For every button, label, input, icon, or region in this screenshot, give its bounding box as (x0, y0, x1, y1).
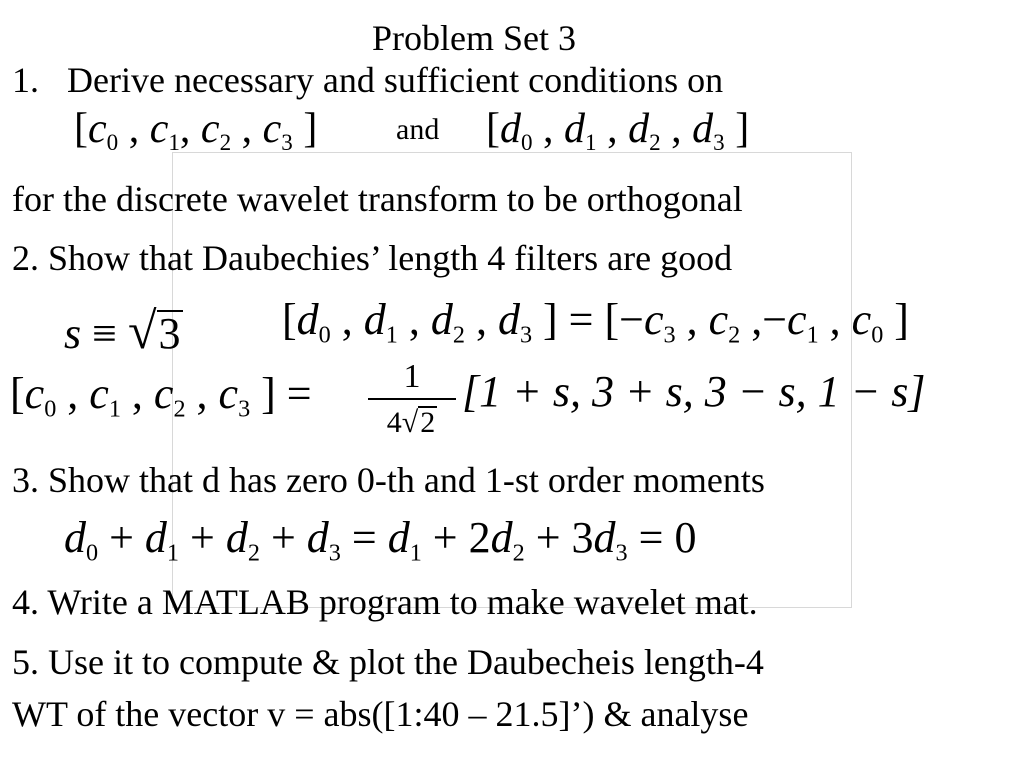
problem-1-text: Derive necessary and sufficient conditions on (67, 60, 724, 100)
slide-title: Problem Set 3 (372, 18, 576, 58)
s-definition: s ≡ √3 (64, 303, 181, 360)
fraction-bar (368, 398, 456, 400)
fraction-denominator: 4√2 (386, 406, 436, 439)
problem-4-text: 4. Write a MATLAB program to make wavelet mat. (12, 582, 758, 622)
problem-5-line-1: 5. Use it to compute & plot the Daubecheis length-4 (12, 642, 764, 682)
c-filter-rhs: [1 + s, 3 + s, 3 − s, 1 − s] (462, 367, 926, 416)
problem-1-tail: for the discrete wavelet transform to be orthogonal (12, 179, 743, 219)
c-filter-lhs: [$c_0$ , $c_1$ , $c_2$ , $c_3$ ] = (10, 369, 312, 423)
d-filter-relation: [$d_0$ , $d_1$ , $d_2$ , $d_3$ ] = [$-c_3$ , $c_2$ $,-c_1$ , $c_0$ ] (282, 295, 909, 349)
normalization-fraction (368, 360, 456, 438)
moment-equation: $d_0 + d_1 + d_2 + d_3 = d_1 + 2d_2 + 3d_3 = 0$ (64, 513, 697, 567)
problem-3-text: 3. Show that d has zero 0-th and 1-st order moments (12, 460, 765, 500)
d-vector-expression: [$d_0$ , $d_1$ , $d_2$ , $d_3$ ] (486, 106, 750, 156)
problem-5-line-2: WT of the vector v = abs([1:40 – 21.5]’) & analyse (12, 694, 749, 734)
problem-1-line (12, 62, 723, 98)
problem-1-number: 1. (12, 60, 39, 100)
and-word: and (396, 113, 440, 146)
problem-2-text: 2. Show that Daubechies’ length 4 filters are good (12, 238, 733, 278)
c-vector-expression: [$c_0$ , $c_1$, $c_2$ , $c_3$ ] (74, 106, 318, 156)
fraction-numerator: 1 (403, 358, 421, 395)
